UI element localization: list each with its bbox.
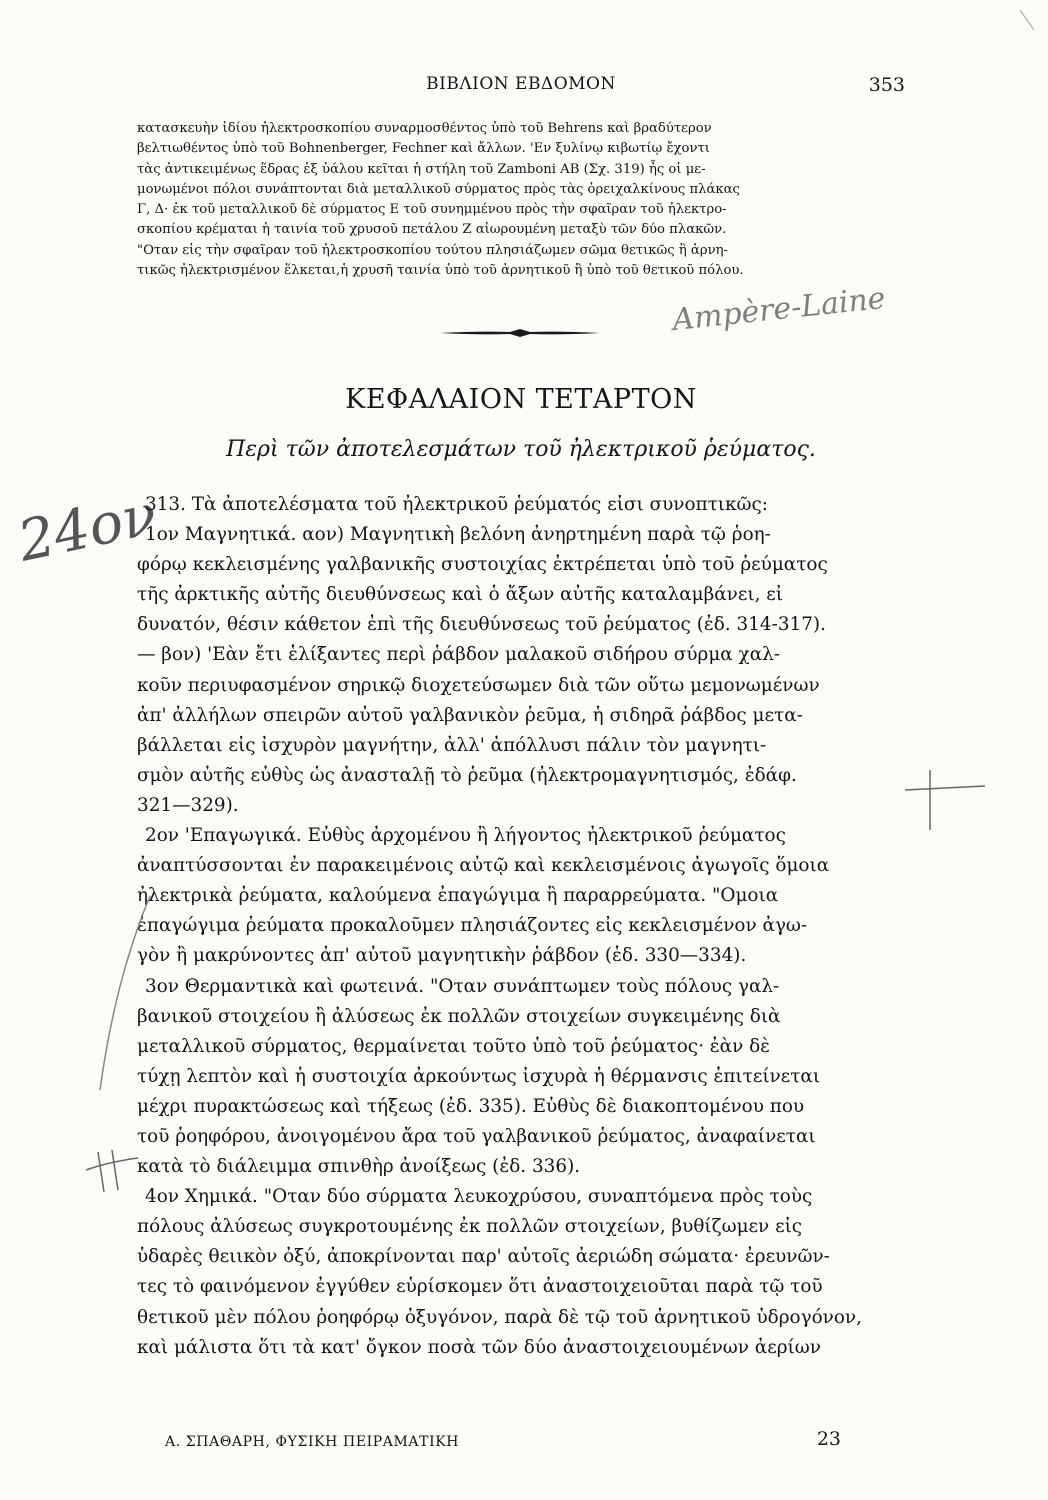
page-number: 353 <box>868 74 905 96</box>
text-line: ἀπ' ἀλλήλων σπειρῶν αὐτοῦ γαλβανικὸν ῥεῦμα, ἡ σιδηρᾶ ῥάβδος μετα- <box>137 704 803 726</box>
text-line: δυνατόν, θέσιν κάθετον ἐπὶ τῆς διευθύνσεως τοῦ ῥεύματος (ἐδ. 314-317). <box>137 614 826 636</box>
running-header <box>137 74 905 104</box>
text-line: Γ, Δ· ἐκ τοῦ μεταλλικοῦ δὲ σύρματος Ε τοῦ συνημμένου πρὸς τὴν σφαῖραν τοῦ ἠλεκτρο- <box>137 202 727 218</box>
text-line: κατασκευὴν ἰδίου ἠλεκτροσκοπίου συναρμοσθέντος ὑπὸ τοῦ Behrens καὶ βραδύτερον <box>137 121 712 136</box>
chapter-body <box>137 490 905 1363</box>
sheet-number: 23 <box>816 1428 841 1450</box>
handwritten-margin-note: 24ον <box>12 482 163 575</box>
text-line: ὑδαρὲς θειικὸν ὀξύ, ἀποκρίνονται παρ' αὐτοῖς ἀεριώδη σώματα· ἐρευνῶν- <box>137 1246 830 1268</box>
previous-section-text <box>137 119 905 281</box>
text-line: ἐπαγώγιμα ῥεύματα προκαλοῦμεν πλησιάζοντες εἰς κεκλεισμένον ἀγω- <box>137 915 808 937</box>
text-line: τύχῃ λεπτὸν καὶ ἡ συστοιχία ἀρκούντως ἰσχυρὰ ἡ θέρμανσις ἐπιτείνεται <box>137 1065 821 1087</box>
text-line: φόρῳ κεκλεισμένης γαλβανικῆς συστοιχίας ἐκτρέπεται ὑπὸ τοῦ ῥεύματος <box>137 554 828 576</box>
text-line: ἀναπτύσσονται ἐν παρακειμένοις αὐτῷ καὶ κεκλεισμένοις ἀγωγοῖς ὅμοια <box>137 855 830 877</box>
text-line: 1ον Μαγνητικά. αον) Μαγνητικὴ βελόνη ἀνηρτημένη παρὰ τῷ ῥοη- <box>145 524 771 546</box>
text-line: βανικοῦ στοιχείου ἢ ἀλύσεως ἐκ πολλῶν στοιχείων συγκειμένης διὰ <box>137 1005 781 1027</box>
text-line: "Οταν εἰς τὴν σφαῖραν τοῦ ἠλεκτροσκοπίου τούτου πλησιάζωμεν σῶμα θετικῶς ἢ ἀρνη- <box>137 242 728 258</box>
handwritten-signature: Ampère-Laine <box>670 280 888 339</box>
text-line: σκοπίου κρέμαται ἡ ταινία τοῦ χρυσοῦ πετάλου Ζ αἰωρουμένη μεταξὺ τῶν δύο πλακῶν. <box>137 222 727 238</box>
text-line: τὰς ἀντικειμένως ἕδρας ἐξ ὑάλου κεῖται ἡ στήλη τοῦ Zamboni AB (Σχ. 319) ἧς οἱ με- <box>137 161 706 177</box>
text-line: μέχρι πυρακτώσεως καὶ τήξεως (ἐδ. 335). Εὐθὺς δὲ διακοπτομένου που <box>137 1095 805 1117</box>
text-line: 313. Τὰ ἀποτελέσματα τοῦ ἠλεκτρικοῦ ῥεύματός εἰσι συνοπτικῶς: <box>145 494 768 515</box>
text-line: 2ον 'Επαγωγικά. Εὐθὺς ἀρχομένου ἢ λήγοντος ἠλεκτρικοῦ ῥεύματος <box>145 825 786 847</box>
printer-signature: Α. ΣΠΑΘΑΡΗ, ΦΥΣΙΚΗ ΠΕΙΡΑΜΑΤΙΚΗ <box>165 1434 460 1450</box>
text-line: καὶ μάλιστα ὅτι τὰ κατ' ὄγκον ποσὰ τῶν δύο ἀναστοιχειουμένων ἀερίων <box>137 1336 821 1358</box>
chapter-subtitle: Περὶ τῶν ἀποτελεσμάτων τοῦ ἠλεκτρικοῦ ῥεύματος. <box>226 437 816 462</box>
text-line: μεταλλικοῦ σύρματος, θερμαίνεται τοῦτο ὑπὸ τοῦ ῥεύματος· ἐὰν δὲ <box>137 1035 771 1057</box>
text-line: μονωμένοι πόλοι συνάπτονται διὰ μεταλλικοῦ σύρματος πρὸς τὰς ὀρειχαλκίνους πλάκας <box>137 181 740 197</box>
text-line: θετικοῦ μὲν πόλου ῥοηφόρῳ ὀξυγόνον, παρὰ δὲ τῷ τοῦ ἀρνητικοῦ ὑδρογόνον, <box>137 1306 862 1328</box>
text-line: τικῶς ἠλεκτρισμένον ἕλκεται,ἡ χρυσῆ ταινία ὑπὸ τοῦ ἀρνητικοῦ ἢ ὑπὸ τοῦ θετικοῦ πόλου. <box>137 263 744 279</box>
text-line: γὸν ἢ μακρύνοντες ἀπ' αὐτοῦ μαγνητικὴν ῥάβδον (ἐδ. 330—334). <box>137 945 747 967</box>
running-title: ΒΙΒΛΙΟΝ ΕΒΔΟΜΟΝ <box>426 74 616 94</box>
page-footer <box>165 1428 841 1458</box>
text-line: τοῦ ῥοηφόρου, ἀνοιγομένου ἄρα τοῦ γαλβανικοῦ ῥεύματος, ἀναφαίνεται <box>137 1125 816 1147</box>
text-line: 4ον Χημικά. "Οταν δύο σύρματα λευκοχρύσου, συναπτόμενα πρὸς τοὺς <box>145 1186 813 1208</box>
text-line: βελτιωθέντος ὑπὸ τοῦ Bohnenberger, Fechner καὶ ἄλλων. 'Εν ξυλίνῳ κιβωτίῳ ἔχοντι <box>137 141 710 157</box>
text-line: βάλλεται εἰς ἰσχυρὸν μαγνήτην, ἀλλ' ἀπόλλυσι πάλιν τὸν μαγνητι- <box>137 734 767 756</box>
section-divider-ornament <box>440 328 600 338</box>
text-line: 3ον Θερμαντικὰ καὶ φωτεινά. "Οταν συνάπτωμεν τοὺς πόλους γαλ- <box>145 975 780 997</box>
chapter-title: ΚΕΦΑΛΑΙΟΝ ΤΕΤΑΡΤΟΝ <box>345 384 697 415</box>
text-line: κοῦν περιυφασμένον σηρικῷ διοχετεύσωμεν διὰ τῶν οὕτω μεμονωμένων <box>137 674 820 696</box>
text-line: 321—329). <box>137 794 239 816</box>
text-line: — βον) 'Εὰν ἔτι ἑλίξαντες περὶ ῥάβδον μαλακοῦ σιδήρου σύρμα χαλ- <box>137 644 780 666</box>
text-line: σμὸν αὐτῆς εὐθὺς ὡς ἀνασταλῇ τὸ ῥεῦμα (ἠλεκτρομαγνητισμός, ἐδάφ. <box>137 764 797 786</box>
text-line: κατὰ τὸ διάλειμμα σπινθὴρ ἀνοίξεως (ἐδ. 336). <box>137 1156 581 1178</box>
text-line: τῆς ἀρκτικῆς αὐτῆς διευθύνσεως καὶ ὁ ἄξων αὐτῆς καταλαμβάνει, εἰ <box>137 584 784 606</box>
text-line: τες τὸ φαινόμενον ἐγγύθεν εὑρίσκομεν ὅτι ἀναστοιχειοῦται παρὰ τῷ τοῦ <box>137 1276 823 1298</box>
text-line: ἠλεκτρικὰ ῥεύματα, καλούμενα ἐπαγώγιμα ἢ παραρρεύματα. "Ομοια <box>137 885 779 907</box>
text-line: πόλους ἀλύσεως συγκροτουμένης ἐκ πολλῶν στοιχείων, βυθίζωμεν εἰς <box>137 1216 803 1238</box>
